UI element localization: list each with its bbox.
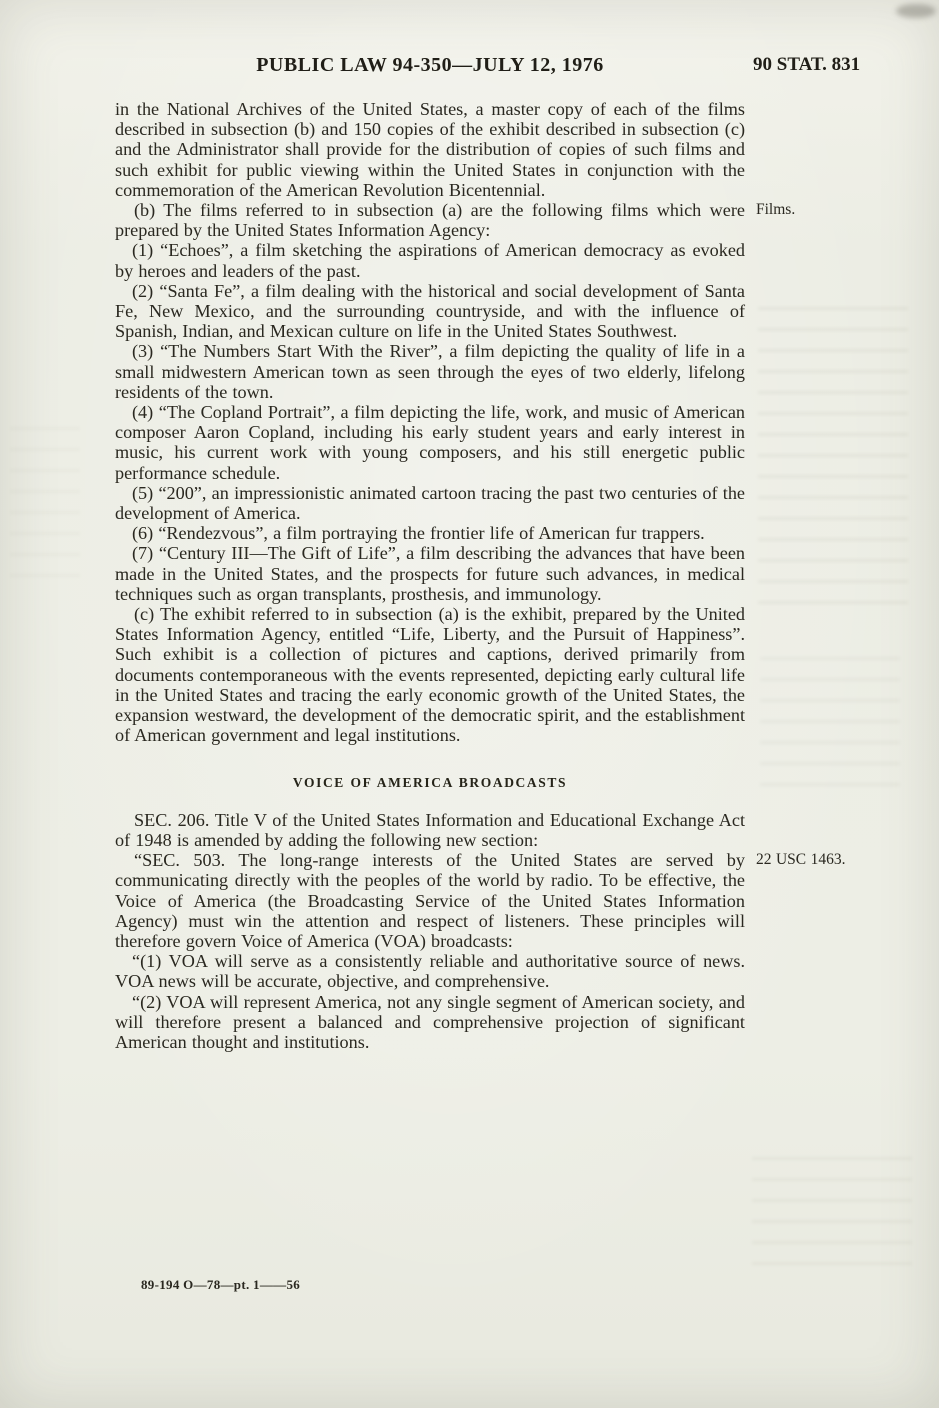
bleed-through-artifact — [752, 1150, 912, 1270]
subsection-b — [115, 200, 796, 241]
subsection-c-text: (c) The exhibit referred to in subsection (a) is the exhibit, prepared by the United States Information Agency, entitled “Life, Liberty, and the Pursuit of Happiness”. Such exhibit is a collection of pictures and captions, derived primarily from documents contemporaneous with the events represented, depicting early cultural life in the United States and tracing the early economic growth of the United States, the expansion westward, the development of the democratic spirit, and the establishment of American government and legal institutions. — [115, 604, 745, 746]
bleed-through-artifact — [10, 420, 80, 580]
voa-principle-1: “(1) VOA will serve as a consistently reliable and authoritative source of news. VOA news will be accurate, objective, and comprehensive. — [115, 951, 745, 992]
section-heading-voa: VOICE OF AMERICA BROADCASTS — [292, 774, 568, 790]
print-code: 89-194 O—78—pt. 1——56 — [141, 1277, 301, 1292]
film-item-6: (6) “Rendezvous”, a film portraying the frontier life of American fur trappers. — [132, 523, 705, 544]
bleed-through-artifact — [758, 300, 908, 620]
bleed-through-artifact — [760, 650, 900, 790]
voa-principle-2: “(2) VOA will represent America, not any single segment of American society, and will therefore present a balanced and comprehensive projection of significant American thought and institutions. — [115, 991, 745, 1052]
scan-smudge — [896, 4, 936, 18]
paragraph-continuation: in the National Archives of the United States, a master copy of each of the films described in subsection (b) and 150 copies of the exhibit described in subsection (c) and the Administrator shall provide for the distribution of copies of such films and such exhibit for public viewing within the United States in conjunction with the commemoration of the American Revolution Bicentennial. — [115, 99, 745, 200]
film-item-2: (2) “Santa Fe”, a film dealing with the historical and social development of Santa Fe, New Mexico, and the surrounding countryside, and with the influence of Spanish, Indian, and Mexican culture on life in the United States Southwest. — [115, 280, 745, 342]
law-title: PUBLIC LAW 94-350—JULY 12, 1976 — [256, 54, 604, 76]
margin-note-usc: 22 USC 1463. — [756, 851, 846, 869]
stat-citation: 90 STAT. 831 — [753, 54, 861, 75]
sec-503 — [115, 850, 846, 951]
sec-503-text: “SEC. 503. The long-range interests of the United States are served by communicating directly with the peoples of the world by radio. To be effective, the Voice of America (the Broadcasting Service of the United States Information Agency) must win the attention and respect of listeners. These principles will therefore govern Voice of America (VOA) broadcasts: — [115, 850, 745, 951]
page-footer — [141, 1277, 300, 1293]
film-item-5: (5) “200”, an impressionistic animated cartoon tracing the past two centuries of the development of America. — [115, 482, 745, 524]
film-item-4: (4) “The Copland Portrait”, a film depicting the life, work, and music of American composer Aaron Copland, including his early student years and early interest in music, his current work with young composers, and his still energetic public performance schedule. — [115, 402, 745, 483]
margin-note-films: Films. — [756, 201, 796, 219]
film-item-1: (1) “Echoes”, a film sketching the aspirations of American democracy as evoked by heroes and leaders of the past. — [115, 240, 745, 281]
film-item-7: (7) “Century III—The Gift of Life”, a film describing the advances that have been made in the United States, and the prospects for future such advances, in medical techniques such as organ transplants, prosthesis, and immunology. — [115, 543, 745, 604]
sec-206-text: SEC. 206. Title V of the United States Information and Educational Exchange Act of 1948 is amended by adding the following new section: — [115, 809, 745, 850]
statute-text-column — [115, 99, 846, 1052]
subsection-b-text: (b) The films referred to in subsection (a) are the following films which were prepared by the United States Information Agency: — [115, 200, 745, 241]
page-header — [0, 54, 939, 84]
film-item-3: (3) “The Numbers Start With the River”, a film depicting the quality of life in a small midwestern American town as seen through the eyes of two elderly, lifelong residents of the town. — [115, 341, 745, 402]
